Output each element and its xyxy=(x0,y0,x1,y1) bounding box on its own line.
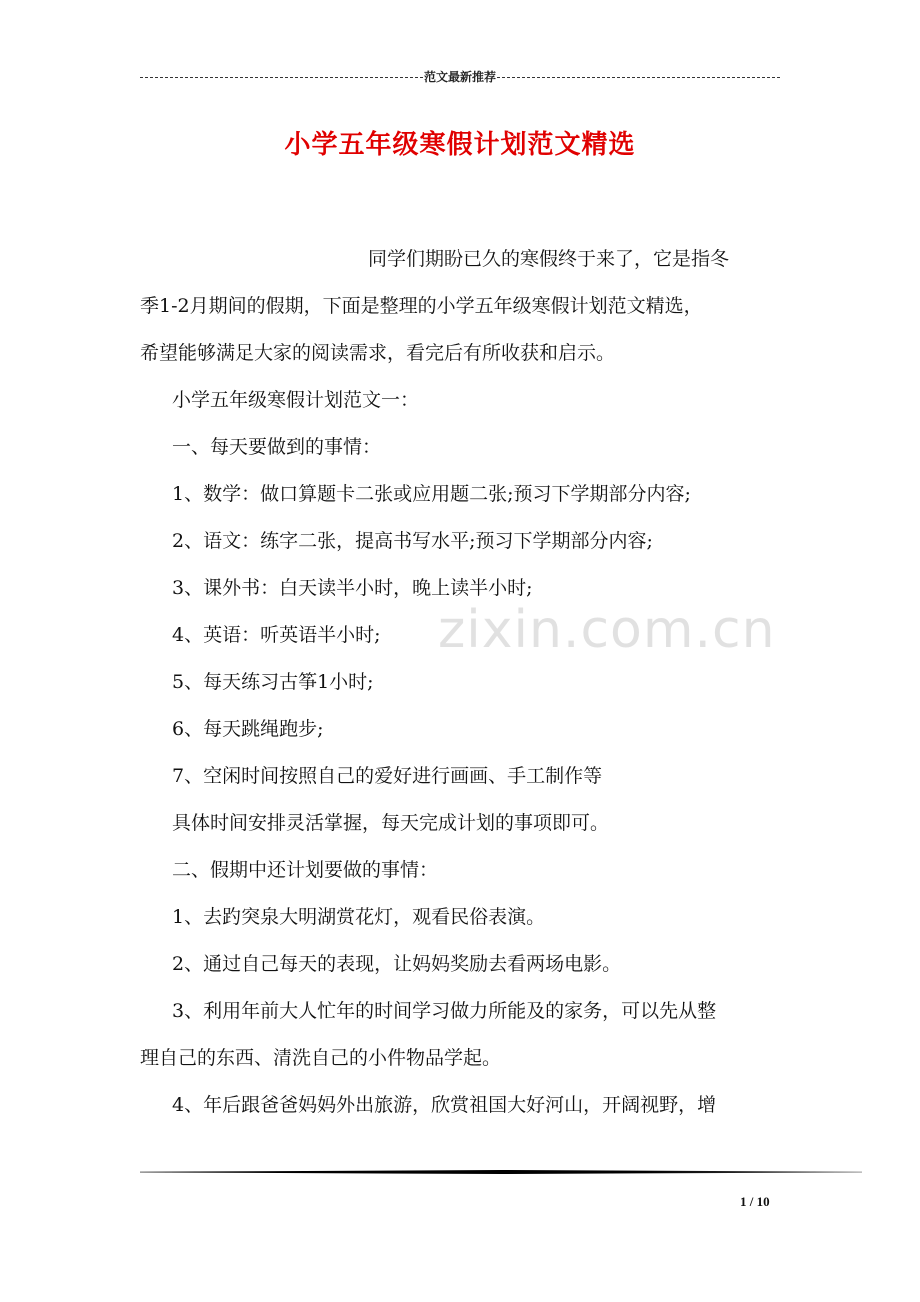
watermark: zixin.com.cn xyxy=(438,600,776,660)
list-item: 2、通过自己每天的表现，让妈妈奖励去看两场电影。 xyxy=(172,953,622,975)
list-item: 7、空闲时间按照自己的爱好进行画画、手工制作等 xyxy=(172,765,603,787)
document-body xyxy=(140,236,784,1129)
paragraph-intro-line-2: 季1-2月期间的假期，下面是整理的小学五年级寒假计划范文精选， xyxy=(140,295,703,317)
subheading-holiday-plans: 二、假期中还计划要做的事情： xyxy=(172,859,439,881)
page-number: 1 / 10 xyxy=(740,1194,770,1209)
list-item: 4、年后跟爸爸妈妈外出旅游，欣赏祖国大好河山，开阔视野，增 xyxy=(172,1094,717,1116)
subheading-daily-tasks: 一、每天要做到的事情： xyxy=(172,436,382,458)
paragraph-intro-line-1: 同学们期盼已久的寒假终于来了，它是指冬 xyxy=(368,248,730,270)
footer-rule xyxy=(140,1170,862,1174)
document-title: 小学五年级寒假计划范文精选 xyxy=(284,130,636,160)
header-dashes-right xyxy=(497,77,780,78)
list-item: 2、语文：练字二张，提高书写水平;预习下学期部分内容; xyxy=(172,530,653,552)
paragraph-note: 具体时间安排灵活掌握，每天完成计划的事项即可。 xyxy=(172,812,610,834)
list-item: 5、每天练习古筝1小时; xyxy=(172,671,374,693)
header-dashes-left xyxy=(140,77,423,78)
section-heading-sample-1: 小学五年级寒假计划范文一： xyxy=(172,389,420,411)
list-item-continuation: 理自己的东西、清洗自己的小件物品学起。 xyxy=(140,1047,502,1069)
header-label: 范文最新推荐 xyxy=(424,70,497,84)
list-item: 3、利用年前大人忙年的时间学习做力所能及的家务，可以先从整 xyxy=(172,1000,717,1022)
list-item: 4、英语：听英语半小时; xyxy=(172,624,381,646)
list-item: 1、数学：做口算题卡二张或应用题二张;预习下学期部分内容; xyxy=(172,483,691,505)
page-header xyxy=(140,68,780,85)
list-item: 6、每天跳绳跑步; xyxy=(172,718,324,740)
list-item: 3、课外书：白天读半小时，晚上读半小时; xyxy=(172,577,533,599)
paragraph-intro-line-3: 希望能够满足大家的阅读需求，看完后有所收获和启示。 xyxy=(140,342,616,364)
list-item: 1、去趵突泉大明湖赏花灯，观看民俗表演。 xyxy=(172,906,546,928)
